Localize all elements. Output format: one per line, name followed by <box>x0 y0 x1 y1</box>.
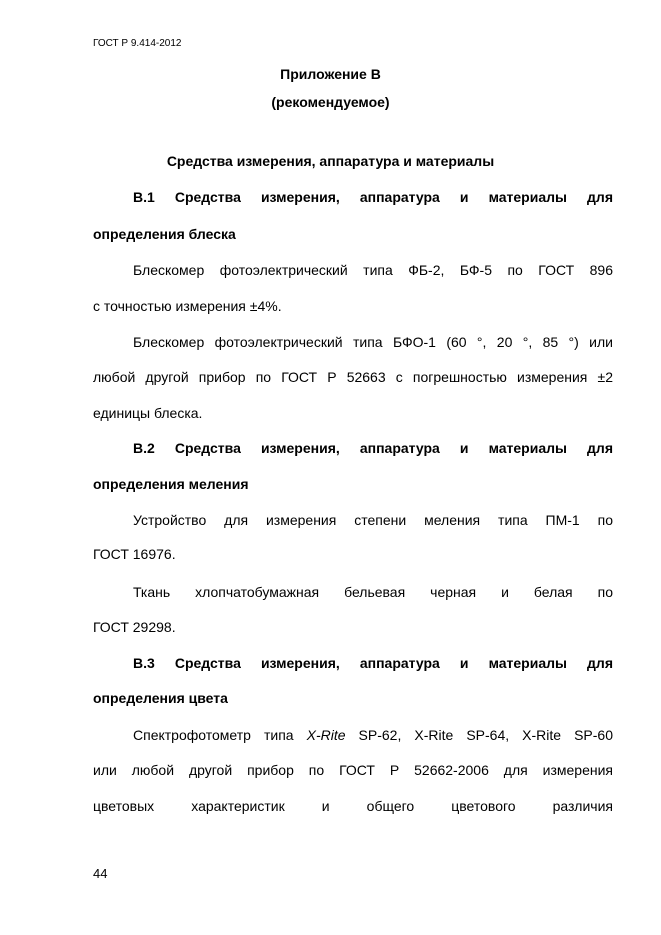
b1-heading-line-2: определения блеска <box>93 226 236 242</box>
b1-heading-line-1: В.1 Средства измерения, аппаратура и материалы для <box>133 189 613 205</box>
b3-heading-line-1: В.3 Средства измерения, аппаратура и материалы для <box>133 655 613 671</box>
b2-paragraph-2-line-2: ГОСТ 29298. <box>93 619 176 635</box>
b1-paragraph-1-line-1: Блескомер фотоэлектрический типа ФБ-2, БФ-5 по ГОСТ 896 <box>133 262 613 278</box>
b3-model-name: X-Rite <box>306 727 346 743</box>
b1-paragraph-1-line-2: с точностью измерения ±4%. <box>93 298 282 314</box>
b2-heading-line-1: В.2 Средства измерения, аппаратура и материалы для <box>133 440 613 456</box>
b3-text-post: SP-62, X-Rite SP-64, X-Rite SP-60 <box>345 727 613 743</box>
b1-paragraph-2-line-3: единицы блеска. <box>93 405 203 421</box>
b3-paragraph-1-line-1 <box>133 727 613 744</box>
b2-paragraph-1-line-1: Устройство для измерения степени меления типа ПМ-1 по <box>133 512 613 528</box>
b2-paragraph-1-line-2: ГОСТ 16976. <box>93 546 176 562</box>
doc-code-header: ГОСТ Р 9.414-2012 <box>93 38 182 49</box>
appendix-title: Приложение В <box>280 66 381 82</box>
b2-paragraph-2-line-1: Ткань хлопчатобумажная бельевая черная и белая по <box>133 584 613 600</box>
section-title: Средства измерения, аппаратура и материалы <box>166 153 495 169</box>
b3-heading-line-2: определения цвета <box>93 690 228 706</box>
b3-paragraph-1-line-2: или любой другой прибор по ГОСТ Р 52662-2006 для измерения <box>93 762 613 778</box>
b2-heading-line-2: определения меления <box>93 476 249 492</box>
b1-paragraph-2-line-2: любой другой прибор по ГОСТ Р 52663 с погрешностью измерения ±2 <box>93 369 613 385</box>
b3-text-pre: Спектрофотометр типа <box>133 727 307 743</box>
b3-paragraph-1-line-3: цветовых характеристик и общего цветового различия <box>93 798 613 814</box>
b1-paragraph-2-line-1: Блескомер фотоэлектрический типа БФО-1 (60 °, 20 °, 85 °) или <box>133 334 613 350</box>
page-number: 44 <box>93 866 108 881</box>
appendix-subtitle: (рекомендуемое) <box>271 94 390 110</box>
